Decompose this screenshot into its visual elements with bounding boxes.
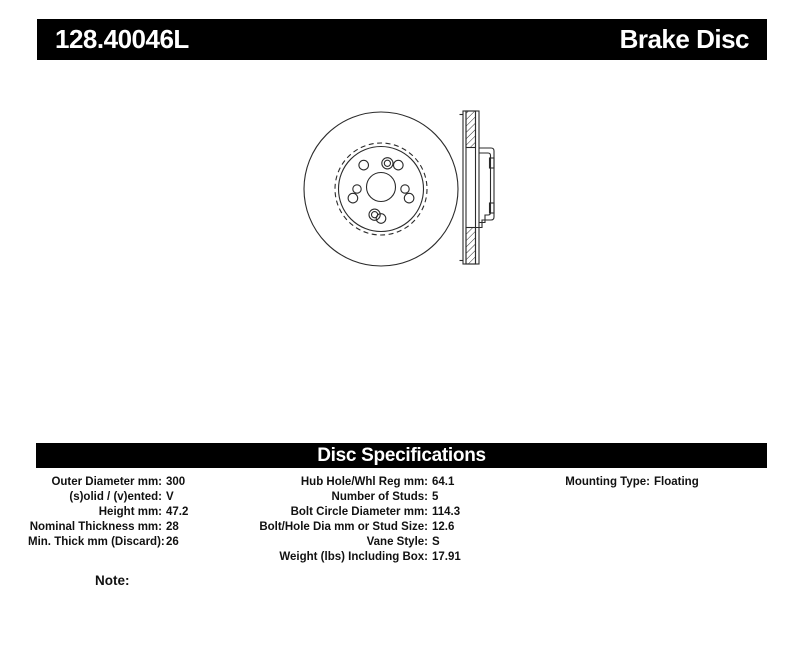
spec-section-bar bbox=[36, 443, 767, 468]
spec-value: 300 bbox=[166, 476, 186, 488]
spec-value: 47.2 bbox=[166, 506, 189, 518]
index-hole bbox=[353, 185, 361, 193]
spec-label: Hub Hole/Whl Reg mm: bbox=[300, 476, 428, 488]
spec-label: Outer Diameter mm: bbox=[51, 476, 162, 488]
center-bore bbox=[367, 173, 396, 202]
hat-profile-inner bbox=[479, 153, 491, 223]
spec-row bbox=[28, 520, 188, 535]
disc-side-section-view bbox=[460, 111, 495, 264]
spec-row bbox=[248, 505, 461, 520]
spec-column-right bbox=[500, 475, 699, 490]
spec-label: Height mm: bbox=[98, 506, 162, 518]
spec-label: Nominal Thickness mm: bbox=[29, 521, 162, 533]
spec-label: Bolt Circle Diameter mm: bbox=[290, 506, 428, 518]
spec-label: Vane Style: bbox=[366, 536, 428, 548]
spec-value: 64.1 bbox=[432, 476, 455, 488]
spec-row bbox=[248, 550, 461, 565]
spec-row bbox=[28, 490, 188, 505]
stud-hole bbox=[394, 160, 404, 170]
spec-label: (s)olid / (v)ented: bbox=[69, 491, 162, 503]
spec-row bbox=[248, 475, 461, 490]
spec-value: 26 bbox=[166, 536, 179, 548]
spec-label: Weight (lbs) Including Box: bbox=[279, 551, 428, 563]
spec-value: 12.6 bbox=[432, 521, 455, 533]
spec-value: V bbox=[166, 491, 174, 503]
spec-value: S bbox=[432, 536, 440, 548]
note-label: Note: bbox=[95, 573, 130, 588]
spec-section-title: Disc Specifications bbox=[317, 444, 486, 466]
spec-row bbox=[28, 505, 188, 520]
stud-hole bbox=[359, 160, 369, 170]
spec-value: 28 bbox=[166, 521, 179, 533]
spec-label: Min. Thick mm (Discard): bbox=[28, 536, 165, 548]
hat-dashed-circle bbox=[335, 143, 427, 235]
spec-label: Mounting Type: bbox=[565, 476, 650, 488]
product-name: Brake Disc bbox=[619, 24, 749, 54]
index-hole bbox=[401, 185, 409, 193]
spec-column-left bbox=[28, 475, 188, 550]
hat-face-circle bbox=[339, 147, 424, 232]
spec-row bbox=[500, 475, 699, 490]
spec-label: Bolt/Hole Dia mm or Stud Size: bbox=[259, 521, 428, 533]
spec-row bbox=[28, 475, 188, 490]
spec-row bbox=[248, 490, 461, 505]
set-screw-hole bbox=[382, 158, 393, 169]
stud-hole bbox=[348, 193, 358, 203]
stud-hole bbox=[404, 193, 414, 203]
spec-value: Floating bbox=[654, 476, 699, 488]
spec-row bbox=[248, 535, 461, 550]
spec-value: 17.91 bbox=[432, 551, 461, 563]
spec-column-middle bbox=[248, 475, 461, 565]
part-number: 128.40046L bbox=[55, 24, 189, 54]
section-hatch-top bbox=[466, 111, 476, 148]
disc-outer-edge bbox=[304, 112, 458, 266]
spec-row bbox=[28, 535, 188, 550]
section-hatch-bottom bbox=[466, 228, 476, 265]
disc-front-view bbox=[304, 112, 458, 266]
spec-label: Number of Studs: bbox=[331, 491, 428, 503]
spec-row bbox=[248, 520, 461, 535]
spec-value: 114.3 bbox=[432, 506, 461, 518]
spec-value: 5 bbox=[432, 491, 439, 503]
